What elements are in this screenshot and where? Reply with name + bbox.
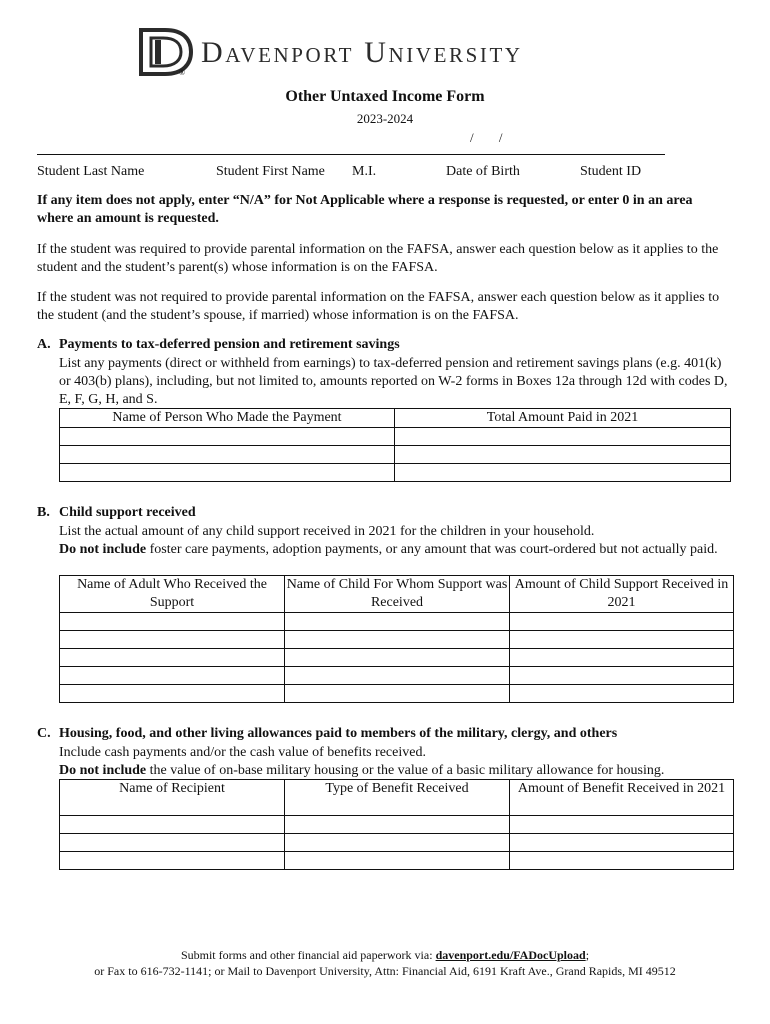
table-row — [60, 649, 734, 667]
table-cell[interactable] — [60, 816, 285, 834]
table-row — [60, 631, 734, 649]
table-cell[interactable] — [285, 852, 510, 870]
table-row — [60, 428, 731, 446]
section-a-table — [59, 408, 731, 482]
table-cell[interactable] — [60, 428, 395, 446]
section-c-description: Include cash payments and/or the cash value of benefits received. — [59, 745, 426, 760]
column-header: Name of Child For Whom Support was Received — [285, 576, 510, 613]
student-first-name-label: Student First Name — [216, 164, 325, 179]
column-header: Amount of Child Support Received in 2021 — [510, 576, 734, 613]
date-of-birth-label: Date of Birth — [446, 164, 520, 179]
table-cell[interactable] — [285, 667, 510, 685]
table-cell[interactable] — [60, 446, 395, 464]
column-header: Name of Adult Who Received the Support — [60, 576, 285, 613]
table-cell[interactable] — [510, 631, 734, 649]
section-b-letter: B. — [37, 505, 50, 520]
table-row — [60, 685, 734, 703]
date-slash-1: / — [470, 130, 474, 145]
table-cell[interactable] — [510, 852, 734, 870]
student-id-label: Student ID — [580, 164, 642, 179]
table-cell[interactable] — [285, 649, 510, 667]
section-c-exclusion — [59, 762, 729, 780]
table-header-row — [60, 780, 734, 816]
table-row — [60, 834, 734, 852]
exclusion-label: Do not include — [59, 763, 147, 778]
section-c-title: Housing, food, and other living allowances paid to members of the military, clergy, and others — [59, 726, 618, 741]
section-b-title: Child support received — [59, 505, 196, 520]
davenport-shield-icon — [137, 26, 197, 82]
registered-mark: ® — [179, 68, 186, 77]
table-row — [60, 816, 734, 834]
section-c-letter: C. — [37, 726, 51, 741]
section-b-description: List the actual amount of any child support received in 2021 for the children in your household. — [59, 524, 595, 539]
table-cell[interactable] — [60, 613, 285, 631]
table-row — [60, 613, 734, 631]
upload-link[interactable]: davenport.edu/FADocUpload — [435, 948, 586, 962]
section-c-heading — [37, 726, 617, 742]
section-c-table — [59, 779, 734, 870]
date-separators — [470, 130, 525, 146]
university-logo — [137, 26, 637, 82]
footer-submit-line — [0, 947, 770, 963]
form-year: 2023-2024 — [356, 111, 414, 126]
table-row — [60, 852, 734, 870]
table-row — [60, 464, 731, 482]
table-cell[interactable] — [285, 685, 510, 703]
table-cell[interactable] — [510, 667, 734, 685]
middle-initial-label: M.I. — [352, 164, 377, 179]
footer-contact-line: or Fax to 616-732-1141; or Mail to Davenport University, Attn: Financial Aid, 6191 Kraft Ave., Grand Rapids, MI 49512 — [94, 964, 676, 978]
table-cell[interactable] — [395, 446, 731, 464]
table-header-row — [60, 409, 731, 428]
table-cell[interactable] — [510, 649, 734, 667]
table-cell[interactable] — [510, 685, 734, 703]
table-cell[interactable] — [285, 613, 510, 631]
student-info-line[interactable] — [37, 154, 665, 155]
column-header: Name of Person Who Made the Payment — [60, 409, 395, 428]
table-cell[interactable] — [60, 464, 395, 482]
section-a-title: Payments to tax-deferred pension and retirement savings — [59, 337, 400, 352]
section-b-table — [59, 575, 734, 703]
exclusion-text: the value of on-base military housing or the value of a basic military allowance for housing. — [146, 763, 665, 778]
table-header-row — [60, 576, 734, 613]
footer-suffix: ; — [585, 948, 590, 962]
section-a-body: List any payments (direct or withheld from earnings) to tax-deferred pension and retirement savings plans (e.g. 401(k) or 403(b) plans), including, but not limited to, amounts reported on W-2 forms in Boxes 12a through 12d with codes D, E, F, G, H, and S. — [59, 356, 728, 407]
section-a-heading — [37, 337, 400, 353]
table-cell[interactable] — [285, 834, 510, 852]
section-b-heading — [37, 505, 196, 521]
section-b-exclusion — [59, 541, 729, 559]
form-title: Other Untaxed Income Form — [285, 88, 485, 105]
table-cell[interactable] — [60, 852, 285, 870]
table-cell[interactable] — [60, 631, 285, 649]
no-parental-instruction: If the student was not required to provide parental information on the FAFSA, answer each question below as it applies to the student (and the student’s spouse, if married) whose information is on the FAFSA. — [37, 290, 720, 323]
column-header: Type of Benefit Received — [285, 780, 510, 816]
table-cell[interactable] — [285, 631, 510, 649]
table-cell[interactable] — [510, 834, 734, 852]
table-cell[interactable] — [395, 464, 731, 482]
table-cell[interactable] — [60, 834, 285, 852]
table-row — [60, 667, 734, 685]
exclusion-text: foster care payments, adoption payments, or any amount that was court-ordered but not actually paid. — [146, 542, 718, 557]
section-c-body — [59, 744, 729, 780]
table-cell[interactable] — [510, 613, 734, 631]
section-a-letter: A. — [37, 337, 51, 352]
parental-instruction: If the student was required to provide parental information on the FAFSA, answer each question below as it applies to the student and the student’s parent(s) whose information is on the FAFSA. — [37, 242, 719, 275]
section-b-body — [59, 523, 729, 559]
table-cell[interactable] — [510, 816, 734, 834]
table-cell[interactable] — [60, 685, 285, 703]
table-row — [60, 446, 731, 464]
table-cell[interactable] — [60, 649, 285, 667]
date-slash-2: / — [498, 130, 503, 145]
table-cell[interactable] — [395, 428, 731, 446]
student-last-name-label: Student Last Name — [37, 164, 145, 179]
na-instruction: If any item does not apply, enter “N/A” for Not Applicable where a response is requested, or enter 0 in an area where an amount is requested. — [37, 193, 693, 226]
footer-prefix: Submit forms and other financial aid paperwork via: — [180, 948, 436, 962]
column-header: Amount of Benefit Received in 2021 — [510, 780, 734, 816]
table-cell[interactable] — [285, 816, 510, 834]
university-name: Davenport University — [201, 36, 523, 69]
exclusion-label: Do not include — [59, 542, 147, 557]
column-header: Name of Recipient — [60, 780, 285, 816]
column-header: Total Amount Paid in 2021 — [395, 409, 731, 428]
table-cell[interactable] — [60, 667, 285, 685]
